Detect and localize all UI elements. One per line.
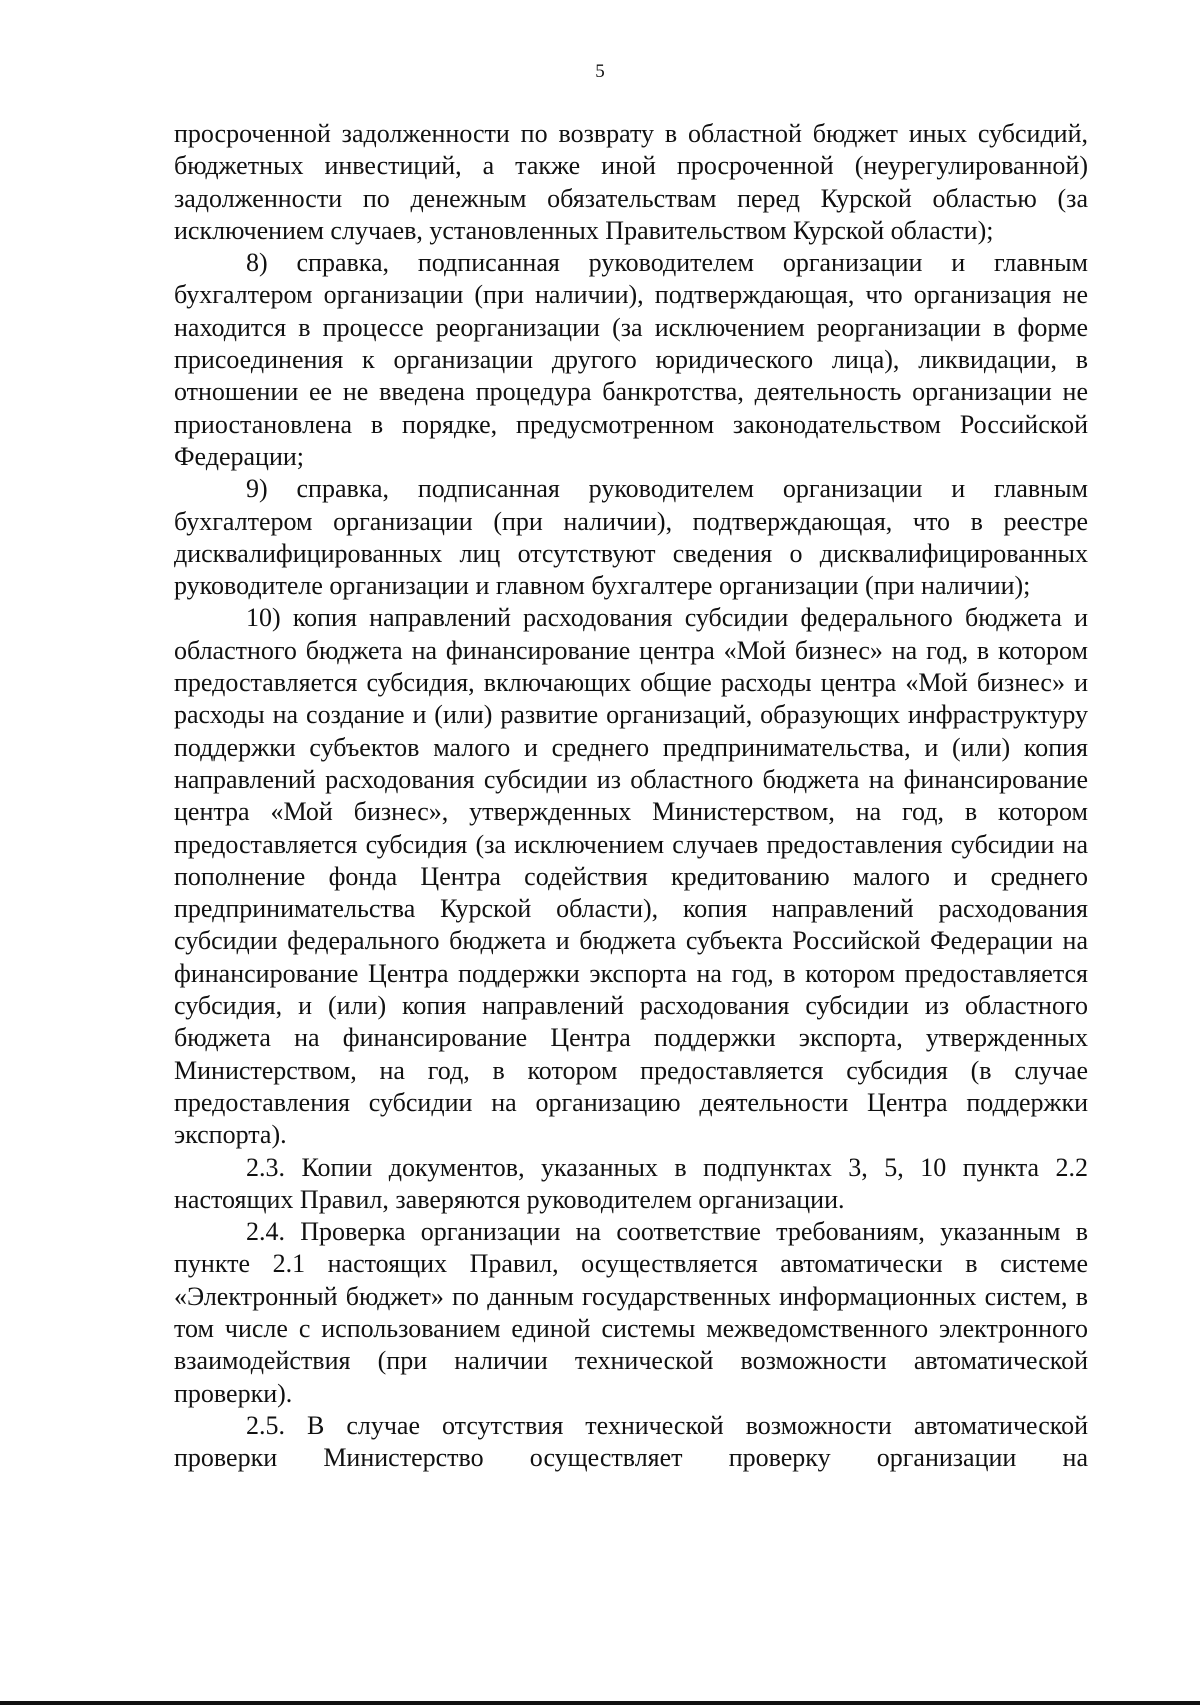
paragraph-clause-2-4: 2.4. Проверка организации на соответствие требованиям, указанным в пункте 2.1 настоящих Правил, осуществляется автоматически в системе «Электронный бюджет» по данным государственных информационных систем, в том числе с использованием единой системы межведомственного электронного взаимодействия (при наличии технической возможности автоматической проверки). — [174, 1217, 1088, 1408]
paragraph-item-9: 9) справка, подписанная руководителем организации и главным бухгалтером организации (при наличии), подтверждающая, что в реестре дисквалифицированных лиц отсутствуют сведения о дисквалифицированных руководителе организации и главном бухгалтере организации (при наличии); — [174, 474, 1088, 601]
scan-bottom-edge — [0, 1701, 1200, 1705]
paragraph-clause-2-3: 2.3. Копии документов, указанных в подпунктах 3, 5, 10 пункта 2.2 настоящих Правил, заверяются руководителем организации. — [174, 1152, 1088, 1214]
paragraph-item-8: 8) справка, подписанная руководителем организации и главным бухгалтером организации (при наличии), подтверждающая, что организация не находится в процессе реорганизации (за исключением реорганизации в форме присоединения к организации другого юридического лица), ликвидации, в отношении ее не введена процедура банкротства, деятельность организации не приостановлена в порядке, предусмотренном законодательством Российской Федерации; — [174, 248, 1088, 471]
paragraph-continuation: просроченной задолженности по возврату в областной бюджет иных субсидий, бюджетных инвестиций, а также иной просроченной (неурегулированной) задолженности по денежным обязательствам перед Курской областью (за исключением случаев, установленных Правительством Курской области); — [174, 119, 1088, 245]
paragraph-item-10: 10) копия направлений расходования субсидии федерального бюджета и областного бюджета на финансирование центра «Мой бизнес» на год, в котором предоставляется субсидия, включающих общие расходы центра «Мой бизнес» и расходы на создание и (или) развитие организаций, образующих инфраструктуру поддержки субъектов малого и среднего предпринимательства, и (или) копия направлений расходования субсидии из областного бюджета на финансирование центра «Мой бизнес», утвержденных Министерством, на год, в котором предоставляется субсидия (за исключением случаев предоставления субсидии на пополнение фонда Центра содействия кредитованию малого и среднего предпринимательства Курской области), копия направлений расходования субсидии федерального бюджета и бюджета субъекта Российской Федерации на финансирование Центра поддержки экспорта на год, в котором предоставляется субсидия, и (или) копия направлений расходования субсидии из областного бюджета на финансирование Центра поддержки экспорта, утвержденных Министерством, на год, в котором предоставляется субсидия (в случае предоставления субсидии на организацию деятельности Центра поддержки экспорта). — [174, 603, 1088, 1150]
page-number: 5 — [595, 61, 605, 82]
document-body — [174, 118, 1088, 1474]
paragraph-clause-2-5: 2.5. В случае отсутствия технической возможности автоматической проверки Министерство осуществляет проверку организации на — [174, 1410, 1088, 1473]
